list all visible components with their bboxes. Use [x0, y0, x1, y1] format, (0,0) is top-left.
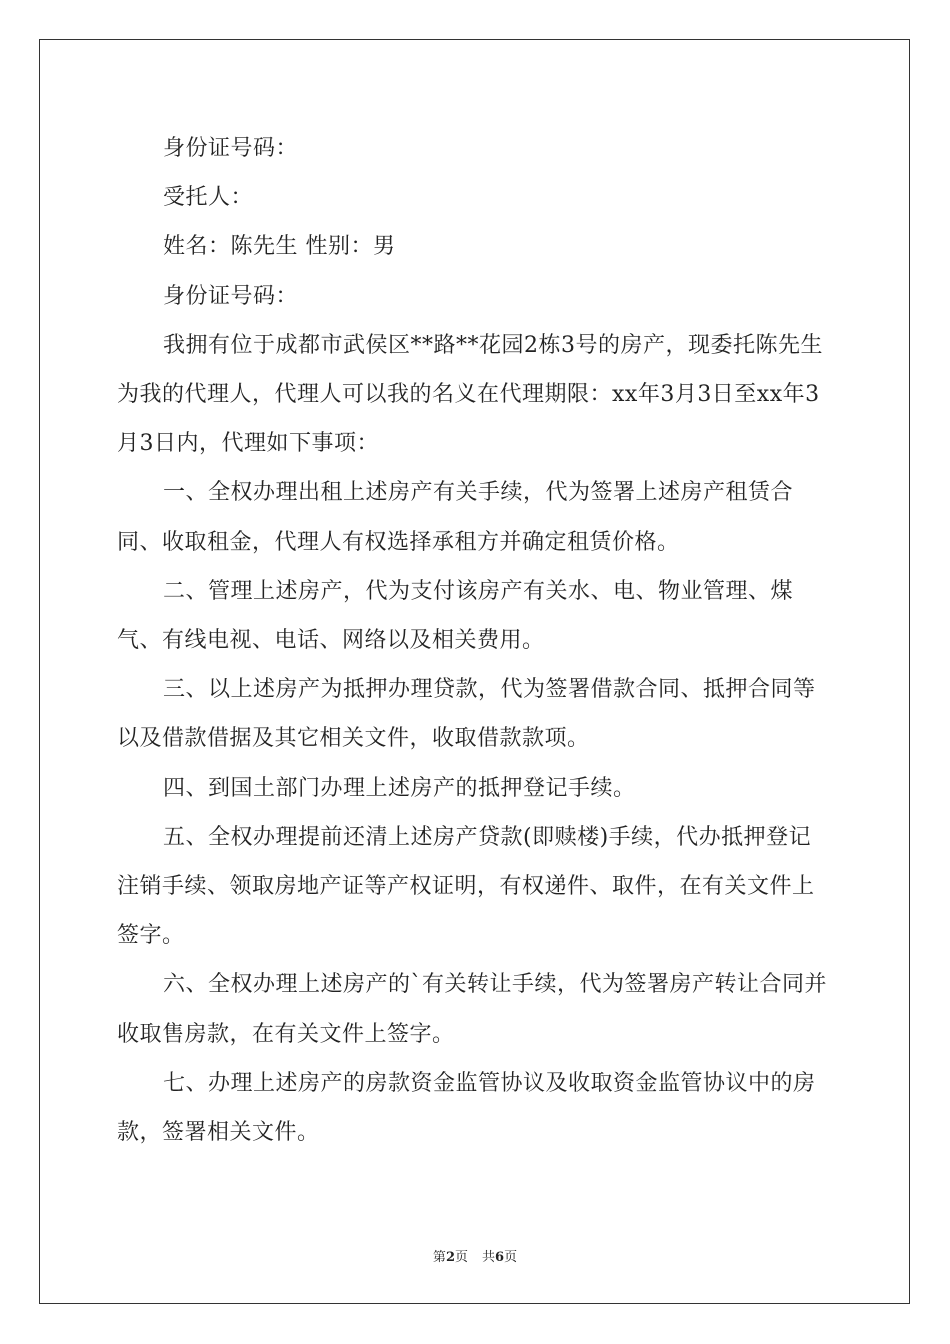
page-number: 2	[445, 1250, 455, 1265]
paragraph-item-5: 五、全权办理提前还清上述房产贷款(即赎楼)手续，代办抵押登记注销手续、领取房地产证等产权证明，有权递件、取件，在有关文件上签字。	[117, 824, 815, 949]
document-body	[117, 124, 833, 1157]
paragraph-item-7: 七、办理上述房产的房款资金监管协议及收取资金监管协议中的房款，签署相关文件。	[117, 1070, 816, 1146]
page-prefix: 第	[432, 1250, 446, 1265]
paragraph-item-1: 一、全权办理出租上述房产有关手续，代为签署上述房产租赁合同、收取租金，代理人有权选择承租方并确定租赁价格。	[117, 480, 794, 555]
page-suffix: 页	[454, 1250, 468, 1265]
paragraph-item-2: 二、管理上述房产，代为支付该房产有关水、电、物业管理、煤气、有线电视、电话、网络以及相关费用。	[117, 578, 794, 654]
total-pages: 6	[495, 1250, 505, 1265]
paragraph-id-number-1: 身份证号码：	[163, 136, 299, 161]
paragraph-property-statement: 我拥有位于成都市武侯区**路**花园2栋3号的房产，现委托陈先生为我的代理人，代理人可以我的名义在代理期限：xx年3月3日至xx年3月3日内，代理如下事项：	[117, 332, 823, 457]
paragraph-item-4: 四、到国土部门办理上述房产的抵押登记手续。	[163, 775, 636, 801]
total-prefix: 共	[482, 1250, 496, 1265]
total-suffix: 页	[504, 1250, 518, 1265]
paragraph-item-3: 三、以上述房产为抵押办理贷款，代为签署借款合同、抵押合同等以及借款借据及其它相关文件，收取借款款项。	[117, 677, 816, 752]
paragraph-trustee: 受托人：	[163, 185, 254, 211]
page-footer	[0, 1246, 950, 1265]
paragraph-name-gender: 姓名：陈先生 性别：男	[163, 234, 396, 260]
paragraph-item-6: 六、全权办理上述房产的`有关转让手续，代为签署房产转让合同并收取售房款，在有关文件上签字。	[117, 972, 828, 1047]
paragraph-id-number-2: 身份证号码：	[163, 283, 299, 309]
